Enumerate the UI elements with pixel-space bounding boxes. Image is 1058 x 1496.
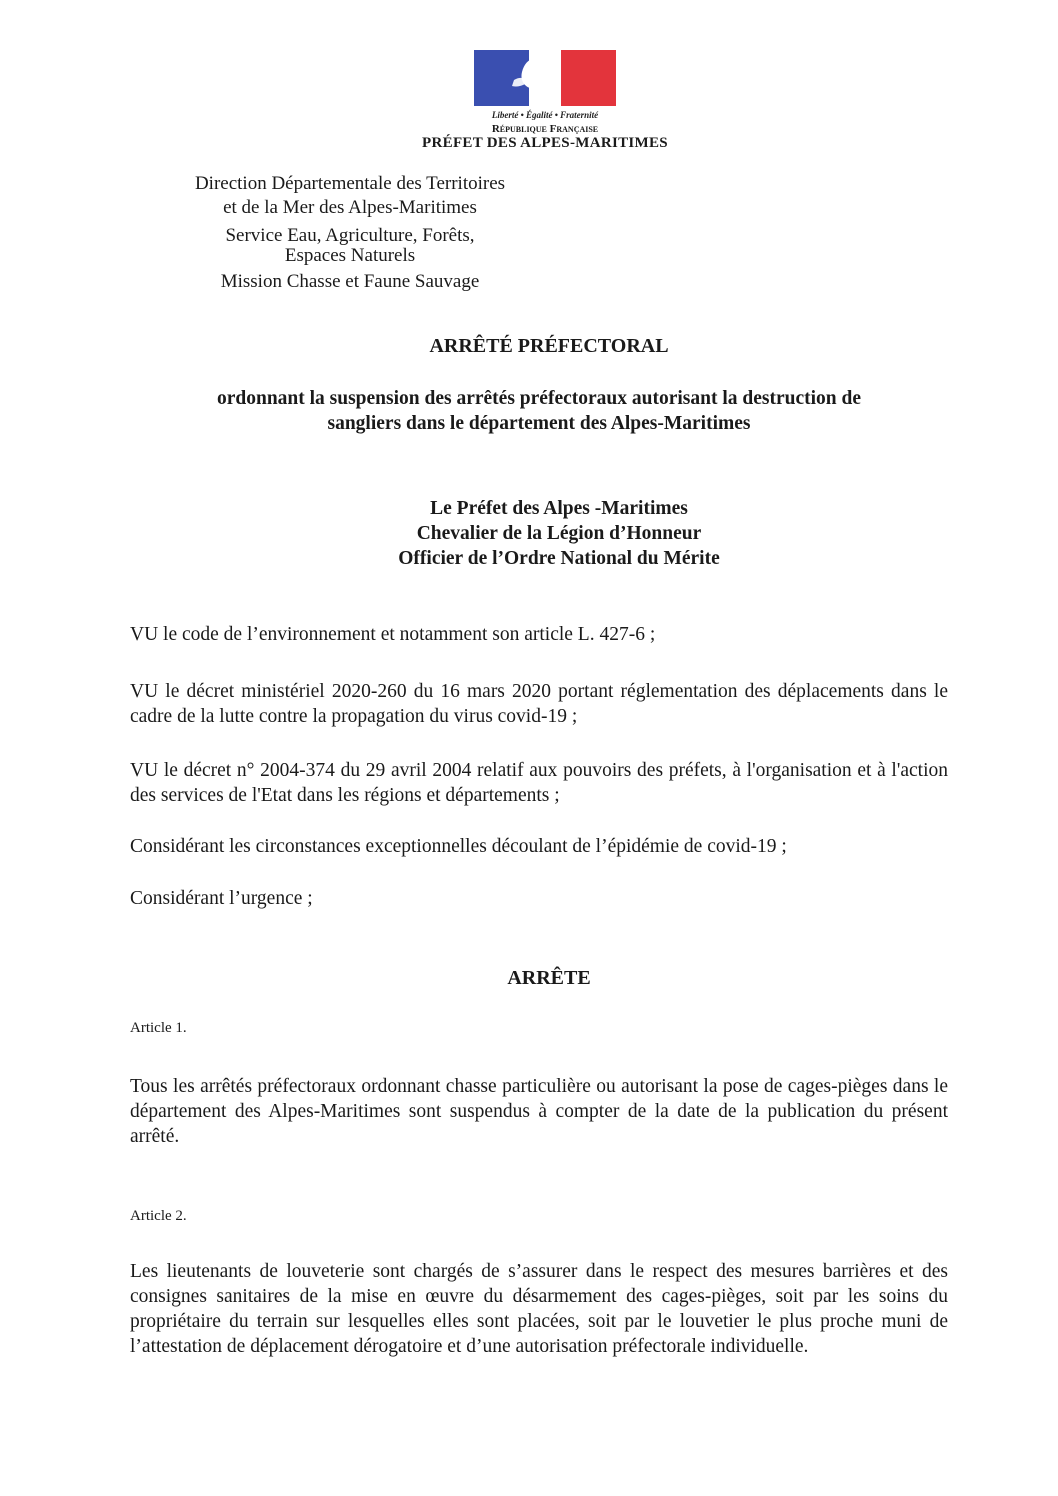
consideration-paragraph: VU le décret n° 2004-374 du 29 avril 2004 relatif aux pouvoirs des préfets, à l'organisation et à l'action des services de l'Etat dans les régions et départements ; xyxy=(130,760,948,806)
consideration-paragraph: Considérant l’urgence ; xyxy=(130,888,313,909)
service-line: Mission Chasse et Faune Sauvage xyxy=(220,271,480,292)
document-title: ARRÊTÉ PRÉFECTORAL xyxy=(429,335,669,357)
consideration-paragraph: Considérant les circonstances exceptionnelles découlant de l’épidémie de covid-19 ; xyxy=(130,836,787,857)
authority-block xyxy=(30,496,1058,571)
consideration-paragraph: VU le code de l’environnement et notamment son article L. 427-6 ; xyxy=(130,624,656,645)
article-heading: Article 2. xyxy=(130,1208,187,1224)
article-text: Les lieutenants de louveterie sont chargés de s’assurer dans le respect des mesures barrières et des consignes sanitaires de la mise en œuvre du désarmement des cages-pièges, soit par les soins du propriétaire du terrain sur lesquelles elles sont placées, soit par le louvetier le plus proche muni de l’attestation de déplacement dérogatoire et d’une autorisation préfectorale individuelle. xyxy=(130,1261,948,1357)
header xyxy=(400,50,690,152)
consideration-paragraph: VU le décret ministériel 2020-260 du 16 mars 2020 portant réglementation des déplacements dans le cadre de la lutte contre la propagation du virus covid-19 ; xyxy=(130,681,948,727)
subtitle-line: ordonnant la suspension des arrêtés préfectoraux autorisant la destruction de xyxy=(216,388,862,409)
service-block xyxy=(150,172,550,294)
article-heading: Article 1. xyxy=(130,1020,187,1036)
service-line: et de la Mer des Alpes-Maritimes xyxy=(223,197,477,218)
article-text: Tous les arrêtés préfectoraux ordonnant chasse particulière ou autorisant la pose de cages-pièges dans le département des Alpes-Maritimes sont suspendus à compter de la date de la publication du présent arrêté. xyxy=(130,1076,948,1147)
marianne-logo xyxy=(474,50,616,106)
subtitle-line: sangliers dans le département des Alpes-Maritimes xyxy=(327,413,751,434)
authority-line: Le Préfet des Alpes -Maritimes xyxy=(430,498,688,519)
motto: Liberté • Égalité • Fraternité xyxy=(491,110,599,120)
service-line: Service Eau, Agriculture, Forêts, xyxy=(225,225,475,246)
authority-line: Chevalier de la Légion d’Honneur xyxy=(416,523,702,544)
decree-heading: ARRÊTE xyxy=(507,967,591,989)
service-line: Direction Départementale des Territoires xyxy=(194,173,506,194)
republic-name: République Française xyxy=(491,123,599,135)
service-line: Espaces Naturels xyxy=(284,245,416,266)
prefect-heading: PRÉFET DES ALPES-MARITIMES xyxy=(422,135,668,151)
authority-line: Officier de l’Ordre National du Mérite xyxy=(398,548,720,569)
document-subtitle xyxy=(10,386,1058,436)
